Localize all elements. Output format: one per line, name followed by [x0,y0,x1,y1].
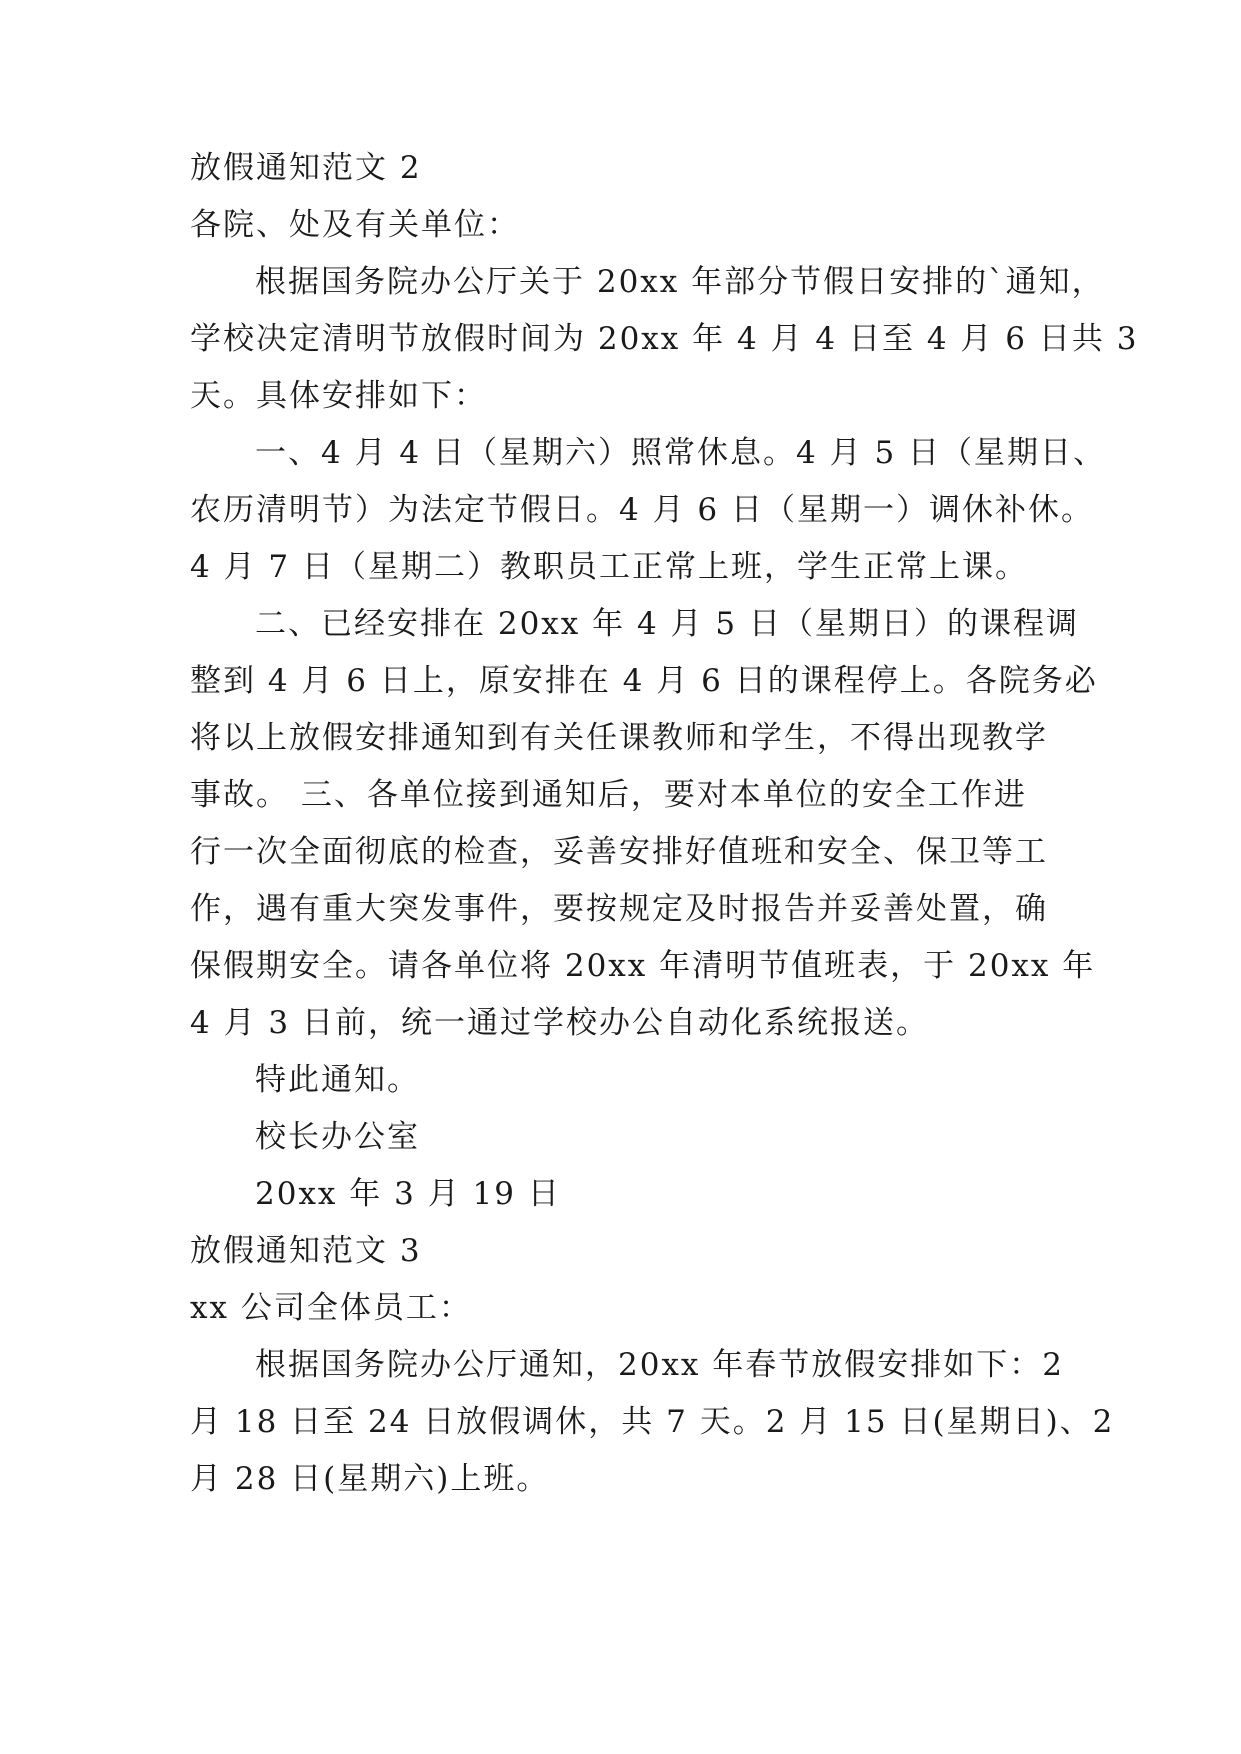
signature-office: 校长办公室 [255,1119,420,1155]
paragraph-line: 4 月 3 日前，统一通过学校办公自动化系统报送。 [190,1005,930,1041]
paragraph-line: 月 28 日(星期六)上班。 [190,1461,550,1497]
signature-date: 20xx 年 3 月 19 日 [255,1176,561,1212]
paragraph-line: 根据国务院办公厅关于 20xx 年部分节假日安排的`通知， [255,264,1105,300]
paragraph-line: 将以上放假安排通知到有关任课教师和学生，不得出现教学 [190,720,1048,756]
paragraph-line: 农历清明节）为法定节假日。4 月 6 日（星期一）调休补休。 [190,492,1095,528]
paragraph-line: 二、已经安排在 20xx 年 4 月 5 日（星期日）的课程调 [255,606,1079,642]
paragraph-line: 4 月 7 日（星期二）教职员工正常上班，学生正常上课。 [190,549,1029,585]
paragraph-line: 保假期安全。请各单位将 20xx 年清明节值班表，于 20xx 年 [190,948,1096,984]
paragraph-line: 行一次全面彻底的检查，妥善安排好值班和安全、保卫等工 [190,834,1048,870]
paragraph-line: 整到 4 月 6 日上，原安排在 4 月 6 日的课程停上。各院务必 [190,663,1098,699]
paragraph-line: 事故。 三、各单位接到通知后，要对本单位的安全工作进 [190,777,1027,813]
paragraph-line: 月 18 日至 24 日放假调休，共 7 天。2 月 15 日(星期日)、2 [190,1404,1115,1440]
salutation: 各院、处及有关单位： [190,207,520,243]
salutation: xx 公司全体员工： [190,1290,472,1326]
section-title-2: 放假通知范文 2 [190,150,422,186]
paragraph-line: 学校决定清明节放假时间为 20xx 年 4 月 4 日至 4 月 6 日共 3 [190,321,1139,357]
paragraph-line: 根据国务院办公厅通知，20xx 年春节放假安排如下：2 [255,1347,1064,1383]
paragraph-line: 天。具体安排如下： [190,378,487,414]
section-title-3: 放假通知范文 3 [190,1233,422,1269]
closing-line: 特此通知。 [255,1062,420,1098]
paragraph-line: 作，遇有重大突发事件，要按规定及时报告并妥善处置，确 [190,891,1048,927]
paragraph-line: 一、4 月 4 日（星期六）照常休息。4 月 5 日（星期日、 [255,435,1107,471]
